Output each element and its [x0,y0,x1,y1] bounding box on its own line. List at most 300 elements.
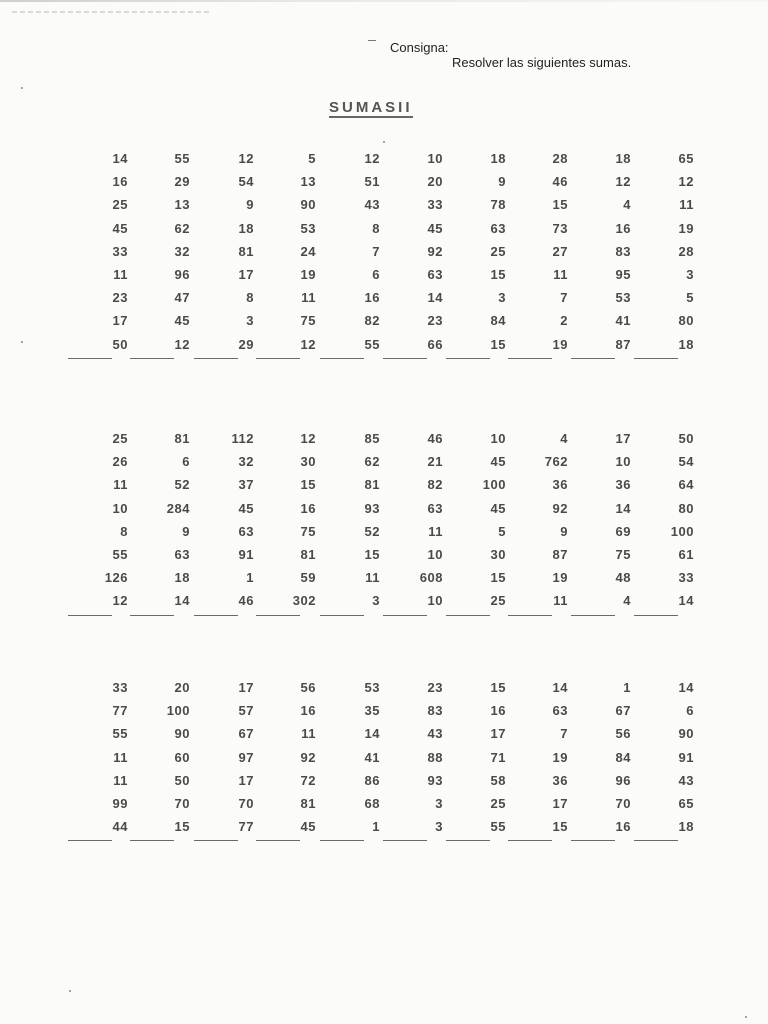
addend: 62 [364,454,380,470]
addend: 15 [300,477,316,493]
addend: 60 [174,749,190,765]
addend: 15 [552,819,568,835]
addend: 25 [490,243,506,259]
addend: 48 [615,570,631,586]
consigna-text: Resolver las siguientes sumas. [452,55,632,70]
addend: 3 [686,266,694,282]
addend: 50 [678,431,694,446]
addend: 46 [552,174,568,190]
addend: 58 [490,772,506,788]
addend: 95 [615,266,631,282]
addend: 71 [490,749,506,765]
addend: 12 [364,151,380,166]
addend: 53 [300,220,316,236]
sum-column [140,147,190,356]
addend: 18 [174,570,190,586]
addend: 54 [238,174,254,190]
addend: 63 [427,500,443,516]
addend: 15 [490,266,506,282]
sum-column [644,427,694,613]
addend: 10 [427,593,443,609]
addend: 10 [615,454,631,470]
sum-column [266,676,316,838]
addend: 57 [238,703,254,719]
addend: 6 [372,266,380,282]
addend: 90 [678,726,694,742]
addend: 5 [308,151,316,166]
addend: 11 [301,290,316,306]
addend: 70 [174,795,190,811]
addend: 17 [238,680,254,695]
sum-column [204,676,254,838]
addend: 85 [364,431,380,446]
addend: 70 [615,795,631,811]
addend: 19 [300,266,316,282]
sum-column [330,676,380,838]
sum-column [393,147,443,356]
sum-column [266,147,316,356]
sum-column [204,427,254,613]
sum-line [446,615,490,616]
addend: 9 [246,197,254,213]
sum-line [256,615,300,616]
addend: 67 [238,726,254,742]
addend: 14 [427,290,443,306]
addend: 302 [292,593,316,609]
addend: 16 [615,220,631,236]
addend: 33 [678,570,694,586]
addend: 62 [174,220,190,236]
sum-line [383,615,427,616]
worksheet-title: SUMASII [329,99,413,116]
addend: 93 [427,772,443,788]
addend: 54 [678,454,694,470]
addend: 1 [246,570,254,586]
addend: 90 [300,197,316,213]
addend: 5 [686,290,694,306]
scan-speck [383,141,385,143]
addend: 52 [174,477,190,493]
sum-column [78,147,128,356]
addend: 1 [623,680,631,695]
addend: 4 [623,593,631,609]
addend: 45 [427,220,443,236]
sum-column [644,147,694,356]
addend: 81 [300,546,316,562]
addend: 6 [686,703,694,719]
addend: 11 [113,477,128,493]
addend: 77 [112,703,128,719]
addend: 70 [238,795,254,811]
sum-column [266,427,316,613]
addend: 100 [166,703,190,719]
addend: 17 [112,313,128,329]
addend: 20 [174,680,190,695]
addend: 29 [238,336,254,352]
sum-line [446,840,490,841]
addend: 37 [238,477,254,493]
addend: 41 [364,749,380,765]
addend: 7 [560,726,568,742]
sum-line [256,358,300,359]
addend: 55 [490,819,506,835]
sum-column [393,676,443,838]
addend: 18 [490,151,506,166]
addend: 36 [552,772,568,788]
addend: 53 [364,680,380,695]
addend: 87 [552,546,568,562]
addend: 68 [364,795,380,811]
addend: 81 [300,795,316,811]
addend: 91 [678,749,694,765]
addend: 84 [490,313,506,329]
sum-column [330,147,380,356]
addend: 11 [553,593,568,609]
addend: 45 [490,454,506,470]
sum-column [518,427,568,613]
addend: 43 [364,197,380,213]
addend: 3 [372,593,380,609]
sum-column [581,147,631,356]
addend: 17 [615,431,631,446]
sum-column [581,676,631,838]
addend: 92 [300,749,316,765]
addend: 12 [112,593,128,609]
addend: 11 [113,749,128,765]
addend: 25 [490,593,506,609]
sum-column [644,676,694,838]
addend: 84 [615,749,631,765]
addend: 11 [113,266,128,282]
scan-speck [21,87,23,89]
addend: 14 [678,680,694,695]
addend: 53 [615,290,631,306]
addend: 65 [678,151,694,166]
addend: 36 [552,477,568,493]
addend: 23 [427,313,443,329]
sum-line [571,840,615,841]
addend: 43 [678,772,694,788]
addend: 75 [300,313,316,329]
addend: 17 [238,772,254,788]
addend: 66 [427,336,443,352]
addend: 14 [615,500,631,516]
addend: 33 [427,197,443,213]
addend: 3 [435,819,443,835]
sum-line [130,840,174,841]
sum-line [571,358,615,359]
addend: 21 [427,454,443,470]
addend: 8 [246,290,254,306]
addend: 81 [174,431,190,446]
addend: 64 [678,477,694,493]
addend: 93 [364,500,380,516]
addend: 17 [490,726,506,742]
sum-line [320,615,364,616]
sum-line [320,840,364,841]
addend: 15 [490,336,506,352]
addend: 9 [182,523,190,539]
sum-column [330,427,380,613]
addend: 100 [670,523,694,539]
addend: 27 [552,243,568,259]
addend: 36 [615,477,631,493]
addend: 3 [246,313,254,329]
addend: 6 [182,454,190,470]
addend: 99 [112,795,128,811]
addend: 284 [166,500,190,516]
addend: 56 [300,680,316,695]
addend: 50 [112,336,128,352]
sum-column [204,147,254,356]
addend: 82 [427,477,443,493]
addend: 19 [678,220,694,236]
addend: 25 [112,197,128,213]
sum-line [194,615,238,616]
consigna-label: Consigna: [390,40,449,55]
addend: 9 [498,174,506,190]
addend: 59 [300,570,316,586]
addend: 92 [427,243,443,259]
addend: 18 [615,151,631,166]
addend: 65 [678,795,694,811]
sum-column [78,427,128,613]
addend: 17 [552,795,568,811]
addend: 33 [112,680,128,695]
addend: 35 [364,703,380,719]
sum-column [456,427,506,613]
addend: 77 [238,819,254,835]
addend: 23 [112,290,128,306]
addend: 14 [174,593,190,609]
addend: 15 [490,680,506,695]
addend: 12 [300,431,316,446]
sum-line [68,840,112,841]
sum-line [130,358,174,359]
addend: 18 [678,819,694,835]
addend: 3 [435,795,443,811]
addend: 16 [112,174,128,190]
addend: 90 [174,726,190,742]
addend: 25 [490,795,506,811]
addend: 29 [174,174,190,190]
addend: 11 [428,523,443,539]
sum-column [456,676,506,838]
addend: 72 [300,772,316,788]
addend: 61 [678,546,694,562]
addend: 32 [174,243,190,259]
sum-column [518,147,568,356]
addend: 15 [490,570,506,586]
sum-line [571,615,615,616]
addend: 11 [365,570,380,586]
addend: 91 [238,546,254,562]
addend: 4 [623,197,631,213]
addend: 55 [112,546,128,562]
addend: 5 [498,523,506,539]
addend: 92 [552,500,568,516]
addend: 25 [112,431,128,446]
addend: 97 [238,749,254,765]
addend: 12 [615,174,631,190]
addend: 96 [615,772,631,788]
addend: 19 [552,336,568,352]
addend: 52 [364,523,380,539]
addend: 26 [112,454,128,470]
addend: 16 [300,703,316,719]
addend: 75 [615,546,631,562]
addend: 87 [615,336,631,352]
addend: 88 [427,749,443,765]
addend: 9 [560,523,568,539]
addend: 7 [560,290,568,306]
addend: 44 [112,819,128,835]
sum-column [78,676,128,838]
addend: 112 [231,431,254,446]
addend: 30 [490,546,506,562]
addend: 32 [238,454,254,470]
margin-mark [368,40,376,41]
addend: 28 [552,151,568,166]
addend: 63 [174,546,190,562]
addend: 11 [679,197,694,213]
addend: 16 [364,290,380,306]
addend: 56 [615,726,631,742]
addend: 8 [372,220,380,236]
sum-line [256,840,300,841]
sum-line [383,840,427,841]
addend: 16 [300,500,316,516]
sum-line [634,840,678,841]
addend: 8 [120,523,128,539]
sum-line [383,358,427,359]
addend: 11 [113,772,128,788]
addend: 13 [174,197,190,213]
sum-line [508,358,552,359]
sum-line [68,358,112,359]
addend: 45 [490,500,506,516]
sum-column [140,676,190,838]
addend: 1 [372,819,380,835]
sum-line [194,358,238,359]
addend: 45 [174,313,190,329]
addend: 11 [301,726,316,742]
addend: 126 [104,570,128,586]
addend: 45 [112,220,128,236]
sum-line [508,615,552,616]
addend: 12 [300,336,316,352]
addend: 63 [552,703,568,719]
addend: 63 [490,220,506,236]
addend: 50 [174,772,190,788]
addend: 45 [238,500,254,516]
addend: 86 [364,772,380,788]
addend: 46 [427,431,443,446]
addend: 608 [419,570,443,586]
addend: 78 [490,197,506,213]
addend: 3 [498,290,506,306]
addend: 63 [427,266,443,282]
addend: 16 [615,819,631,835]
addend: 18 [238,220,254,236]
scan-artifact [12,11,212,13]
addend: 80 [678,313,694,329]
addend: 81 [238,243,254,259]
addend: 7 [372,243,380,259]
addend: 15 [174,819,190,835]
addend: 24 [300,243,316,259]
sum-column [581,427,631,613]
addend: 51 [364,174,380,190]
page-top-edge [0,0,768,2]
addend: 73 [552,220,568,236]
addend: 11 [553,266,568,282]
addend: 45 [300,819,316,835]
addend: 4 [560,431,568,446]
sum-line [130,615,174,616]
addend: 82 [364,313,380,329]
addend: 13 [300,174,316,190]
addend: 55 [364,336,380,352]
addend: 15 [364,546,380,562]
addend: 19 [552,570,568,586]
addend: 10 [427,151,443,166]
sum-column [456,147,506,356]
sum-line [194,840,238,841]
addend: 43 [427,726,443,742]
addend: 10 [112,500,128,516]
addend: 83 [427,703,443,719]
scan-speck [69,990,71,992]
addend: 23 [427,680,443,695]
addend: 10 [427,546,443,562]
addend: 46 [238,593,254,609]
addend: 14 [678,593,694,609]
addend: 55 [112,726,128,742]
sum-column [140,427,190,613]
addend: 96 [174,266,190,282]
sum-line [446,358,490,359]
addend: 10 [490,431,506,446]
sum-line [320,358,364,359]
scan-speck [745,1016,747,1018]
addend: 12 [238,151,254,166]
addend: 41 [615,313,631,329]
addend: 14 [364,726,380,742]
addend: 762 [544,454,568,470]
addend: 16 [490,703,506,719]
sum-column [393,427,443,613]
addend: 15 [552,197,568,213]
addend: 20 [427,174,443,190]
addend: 12 [678,174,694,190]
addend: 67 [615,703,631,719]
addend: 69 [615,523,631,539]
addend: 14 [112,151,128,166]
addend: 55 [174,151,190,166]
sum-column [518,676,568,838]
sum-line [68,615,112,616]
addend: 33 [112,243,128,259]
addend: 47 [174,290,190,306]
sum-line [508,840,552,841]
sum-line [634,358,678,359]
addend: 75 [300,523,316,539]
addend: 100 [482,477,506,493]
addend: 17 [238,266,254,282]
addend: 80 [678,500,694,516]
sum-line [634,615,678,616]
